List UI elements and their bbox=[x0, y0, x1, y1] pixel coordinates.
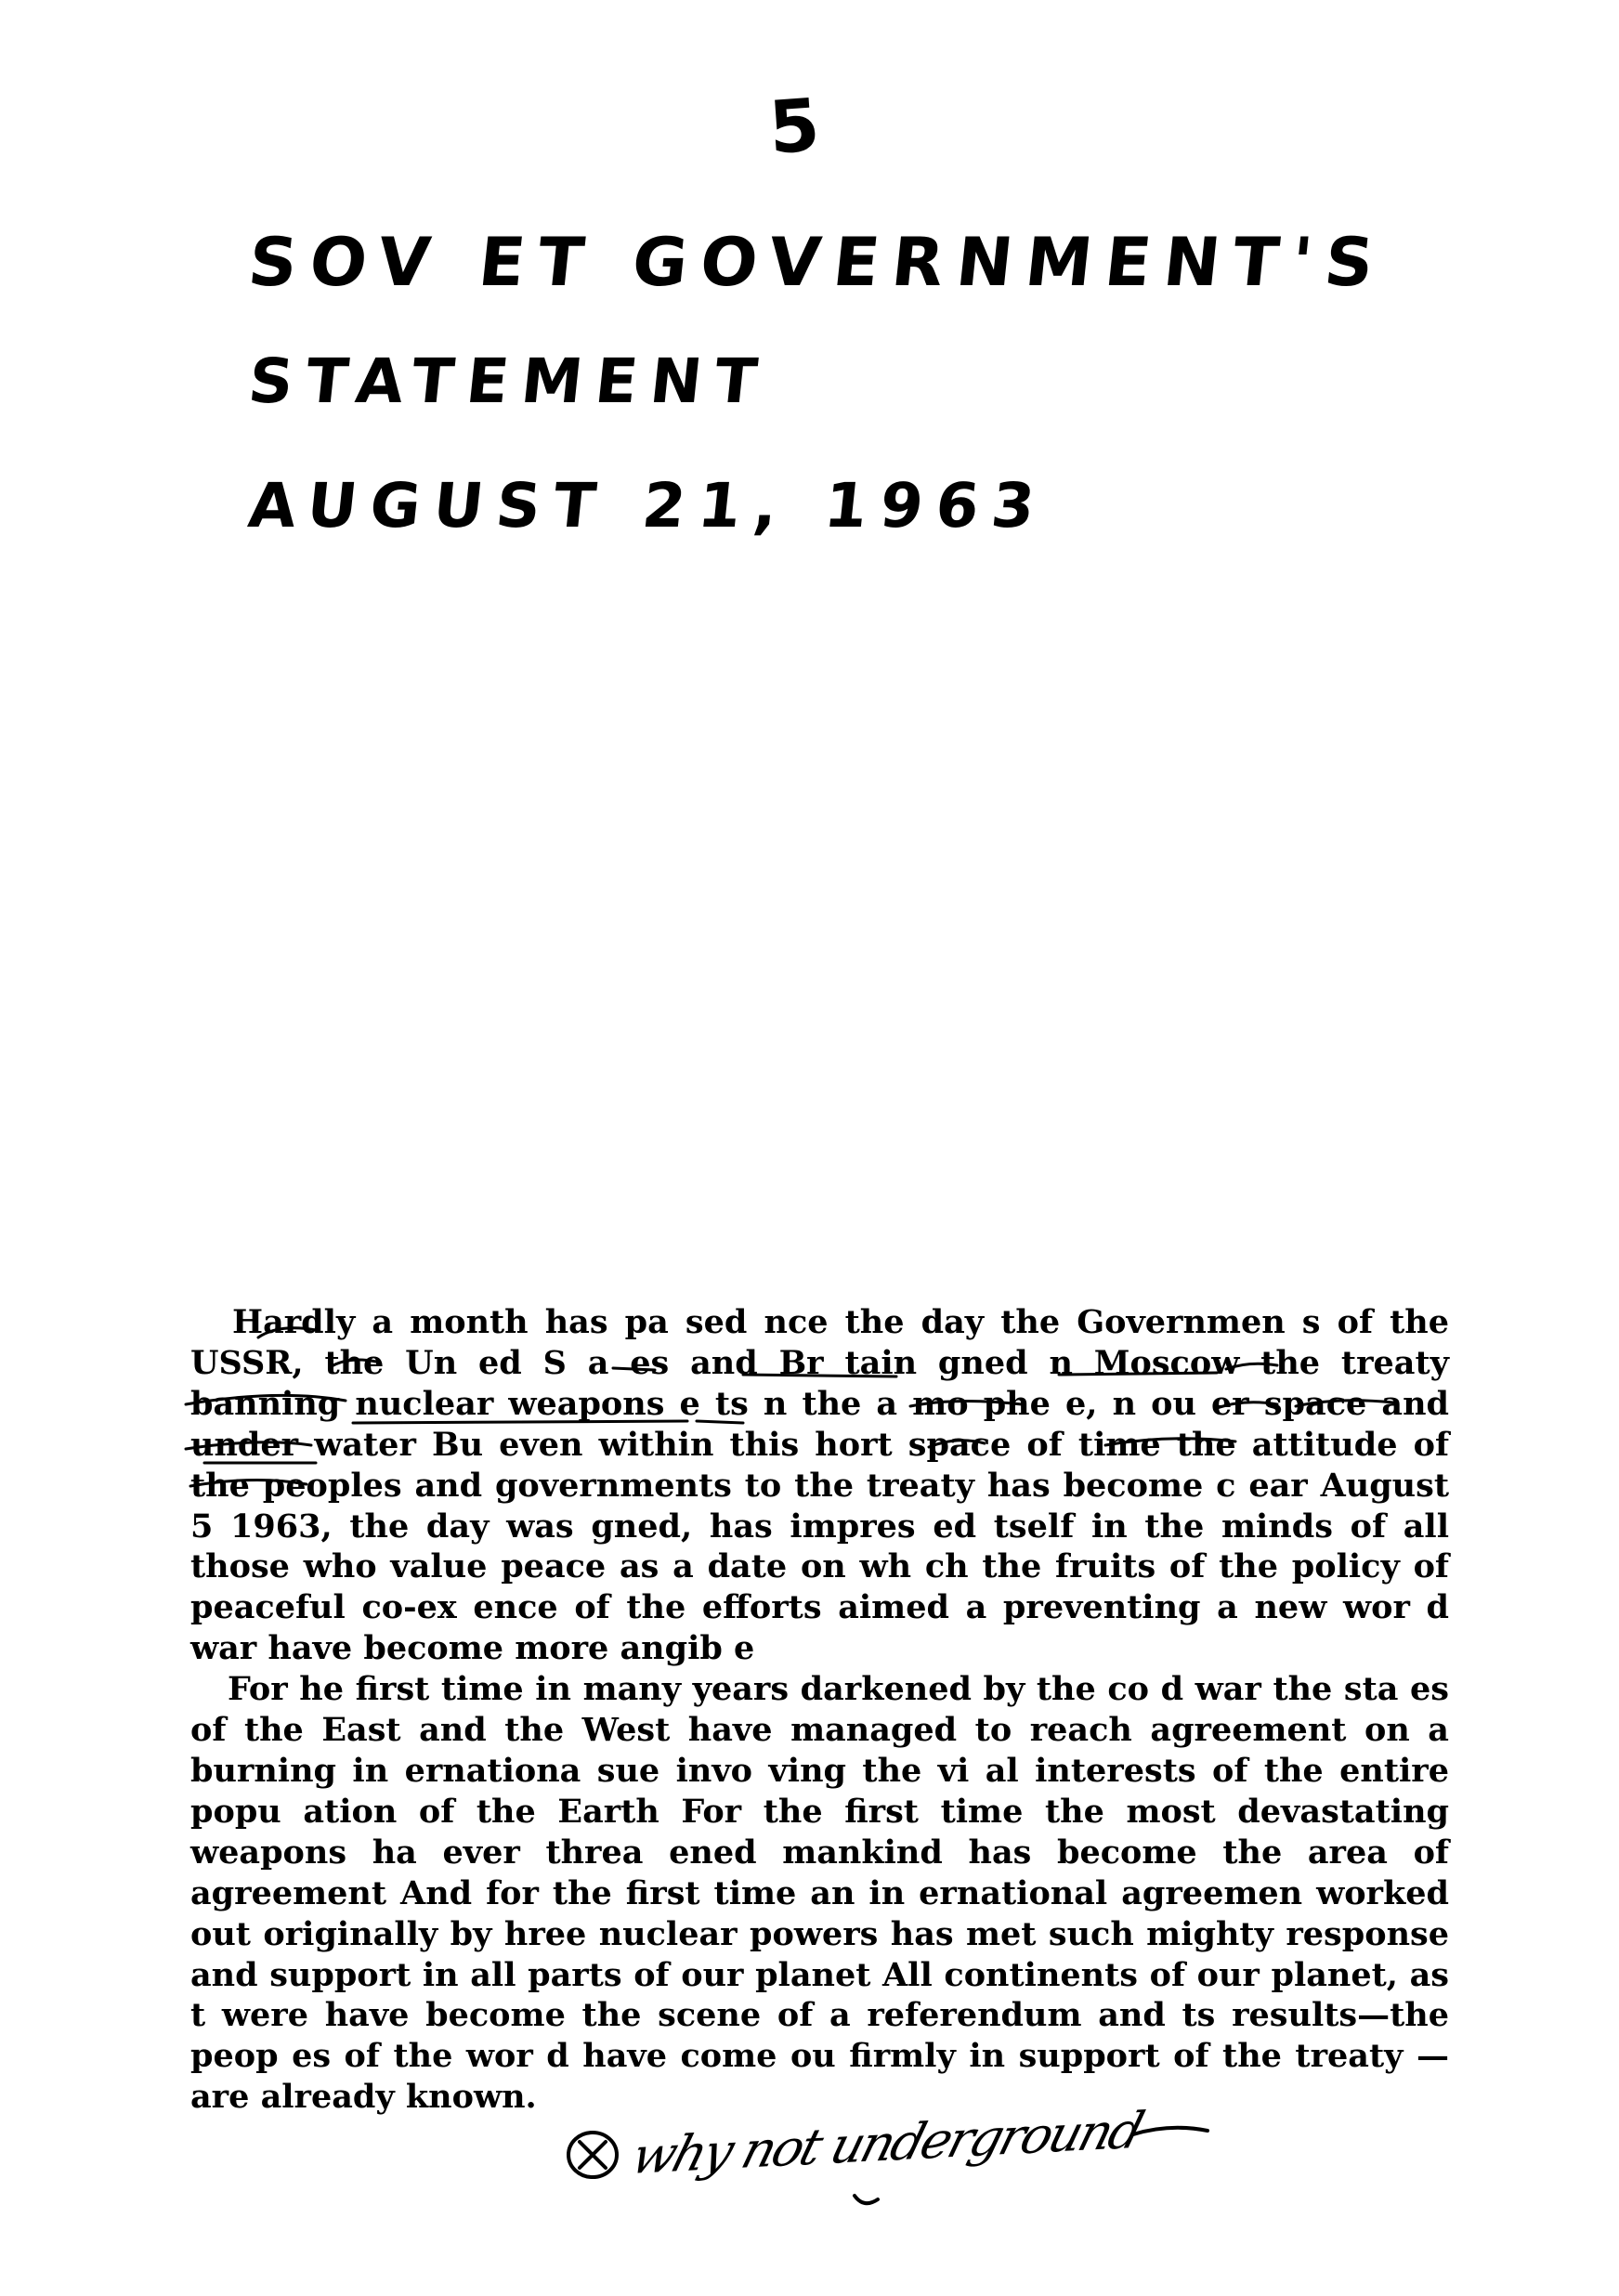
handwritten-margin-note bbox=[557, 2100, 1226, 2218]
typed-statement-text bbox=[190, 1302, 1449, 2118]
typed-paragraph-1: Hardly a month has pa sed nce the day the Governmen s of the USSR, the Un ed S a es and Br tain gned n Moscow the treaty banning nuclear weapons e ts n the a mo phe e, n ou er space and under water Bu even within this hort space of time the attitude of the peoples and governments to the treaty has become c ear August 5 1963, the day was gned, has impres ed tself in the minds of all those who value peace as a date on wh ch the fruits of the policy of peaceful co-ex ence of the efforts aimed a preventing a new wor d war have become more angib e bbox=[190, 1303, 1449, 1668]
handwritten-title-line-3: AUGUST 21, 1963 bbox=[244, 470, 1051, 541]
page-number: 5 bbox=[765, 84, 823, 171]
typed-paragraph-2: For he first time in many years darkened by the co d war the sta es of the East and the West have managed to reach agreement on a burning in ernationa sue invo ving the vi al interests of the entire popu ation of the Earth For the first time the most devastating weapons ha ever threa ened mankind has become the area of agreement And for the first time an in ernational agreemen worked out originally by hree nuclear powers has met such mighty response and support in all parts of our planet All continents of our planet, as t were have become the scene of a referendum and ts results—the peop es of the wor d have come ou firmly in support of the treaty —are already known. bbox=[190, 1670, 1449, 2117]
handwritten-title-line-1: SOV ET GOVERNMENT'S bbox=[244, 223, 1391, 301]
handwritten-title-line-2: STATEMENT bbox=[244, 346, 774, 417]
handwritten-note-text: why not underground bbox=[625, 2100, 1148, 2186]
